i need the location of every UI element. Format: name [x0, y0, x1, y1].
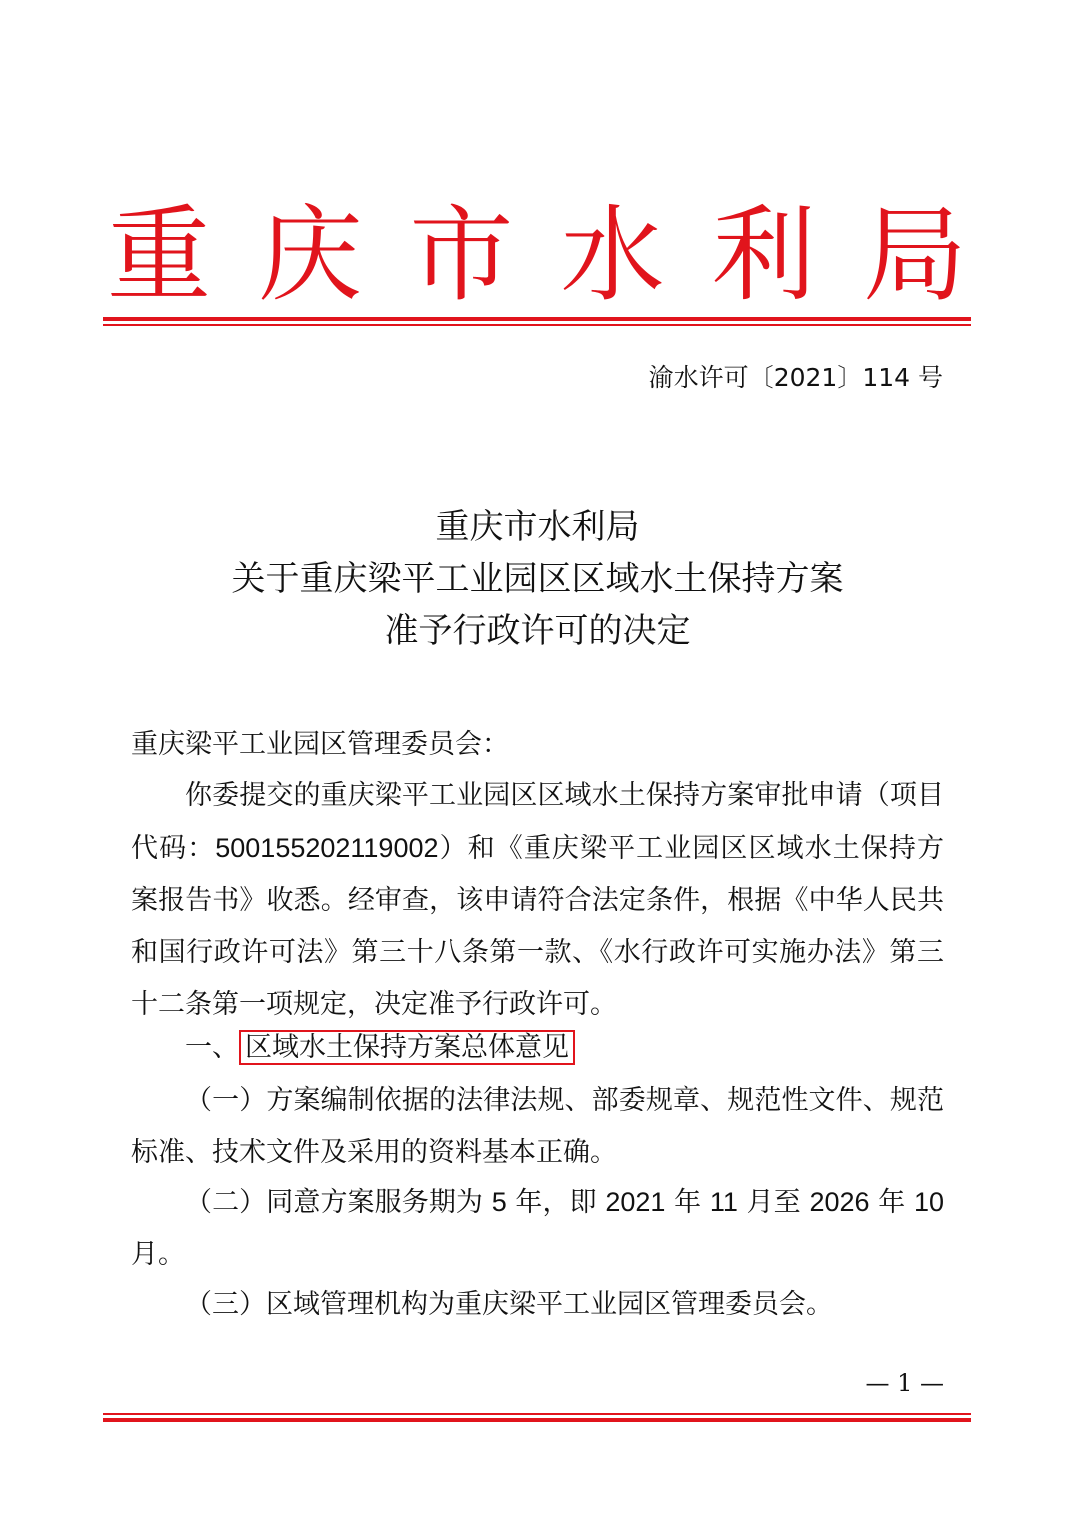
list-item: （一）方案编制依据的法律法规、部委规章、规范性文件、规范标准、技术文件及采用的资料基本正确。: [131, 1085, 944, 1168]
header-divider-thick: [103, 317, 971, 321]
title-line-3: 准予行政许可的决定: [384, 611, 691, 651]
list-item: （三）区域管理机构为重庆梁平工业园区管理委员会。: [185, 1289, 833, 1320]
project-code: 500155202119002: [215, 833, 439, 863]
masthead-title: [103, 196, 971, 314]
header-divider-thin: [103, 324, 971, 326]
page-number: — 1 —: [865, 1369, 944, 1397]
document-title: [0, 501, 1075, 657]
masthead-char: 局: [862, 194, 967, 316]
document-number: 渝水许可〔2021〕114 号: [648, 363, 943, 392]
footer-divider-thin: [103, 1413, 971, 1415]
title-line-2: 关于重庆梁平工业园区区域水土保持方案: [231, 559, 844, 599]
highlighted-heading: 区域水土保持方案总体意见: [239, 1030, 575, 1065]
masthead-char: 重: [106, 194, 211, 316]
salutation: 重庆梁平工业园区管理委员会：: [131, 729, 509, 760]
masthead-char: 利: [711, 194, 816, 316]
masthead-char: 市: [409, 194, 514, 316]
title-line-1: 重庆市水利局: [435, 507, 640, 547]
list-item: （二）同意方案服务期为 5 年，即 2021 年 11 月至 2026 年 10 月。: [131, 1187, 945, 1270]
section-heading: 一、 区域水土保持方案总体意见: [131, 1022, 944, 1074]
body-paragraph: 你委提交的重庆梁平工业园区区域水土保持方案审批申请（项目代码：500155202119002）和《重庆梁平工业园区区域水土保持方案报告书》收悉。经审查，该申请符合法定条件，根据《中华人民共和国行政许可法》第三十八条第一款、《水行政许可实施办法》第三十二条第一项规定，决定准予行政许可。: [131, 780, 944, 1020]
footer-divider-thick: [103, 1418, 971, 1422]
masthead-char: 水: [560, 194, 665, 316]
masthead-char: 庆: [258, 194, 363, 316]
